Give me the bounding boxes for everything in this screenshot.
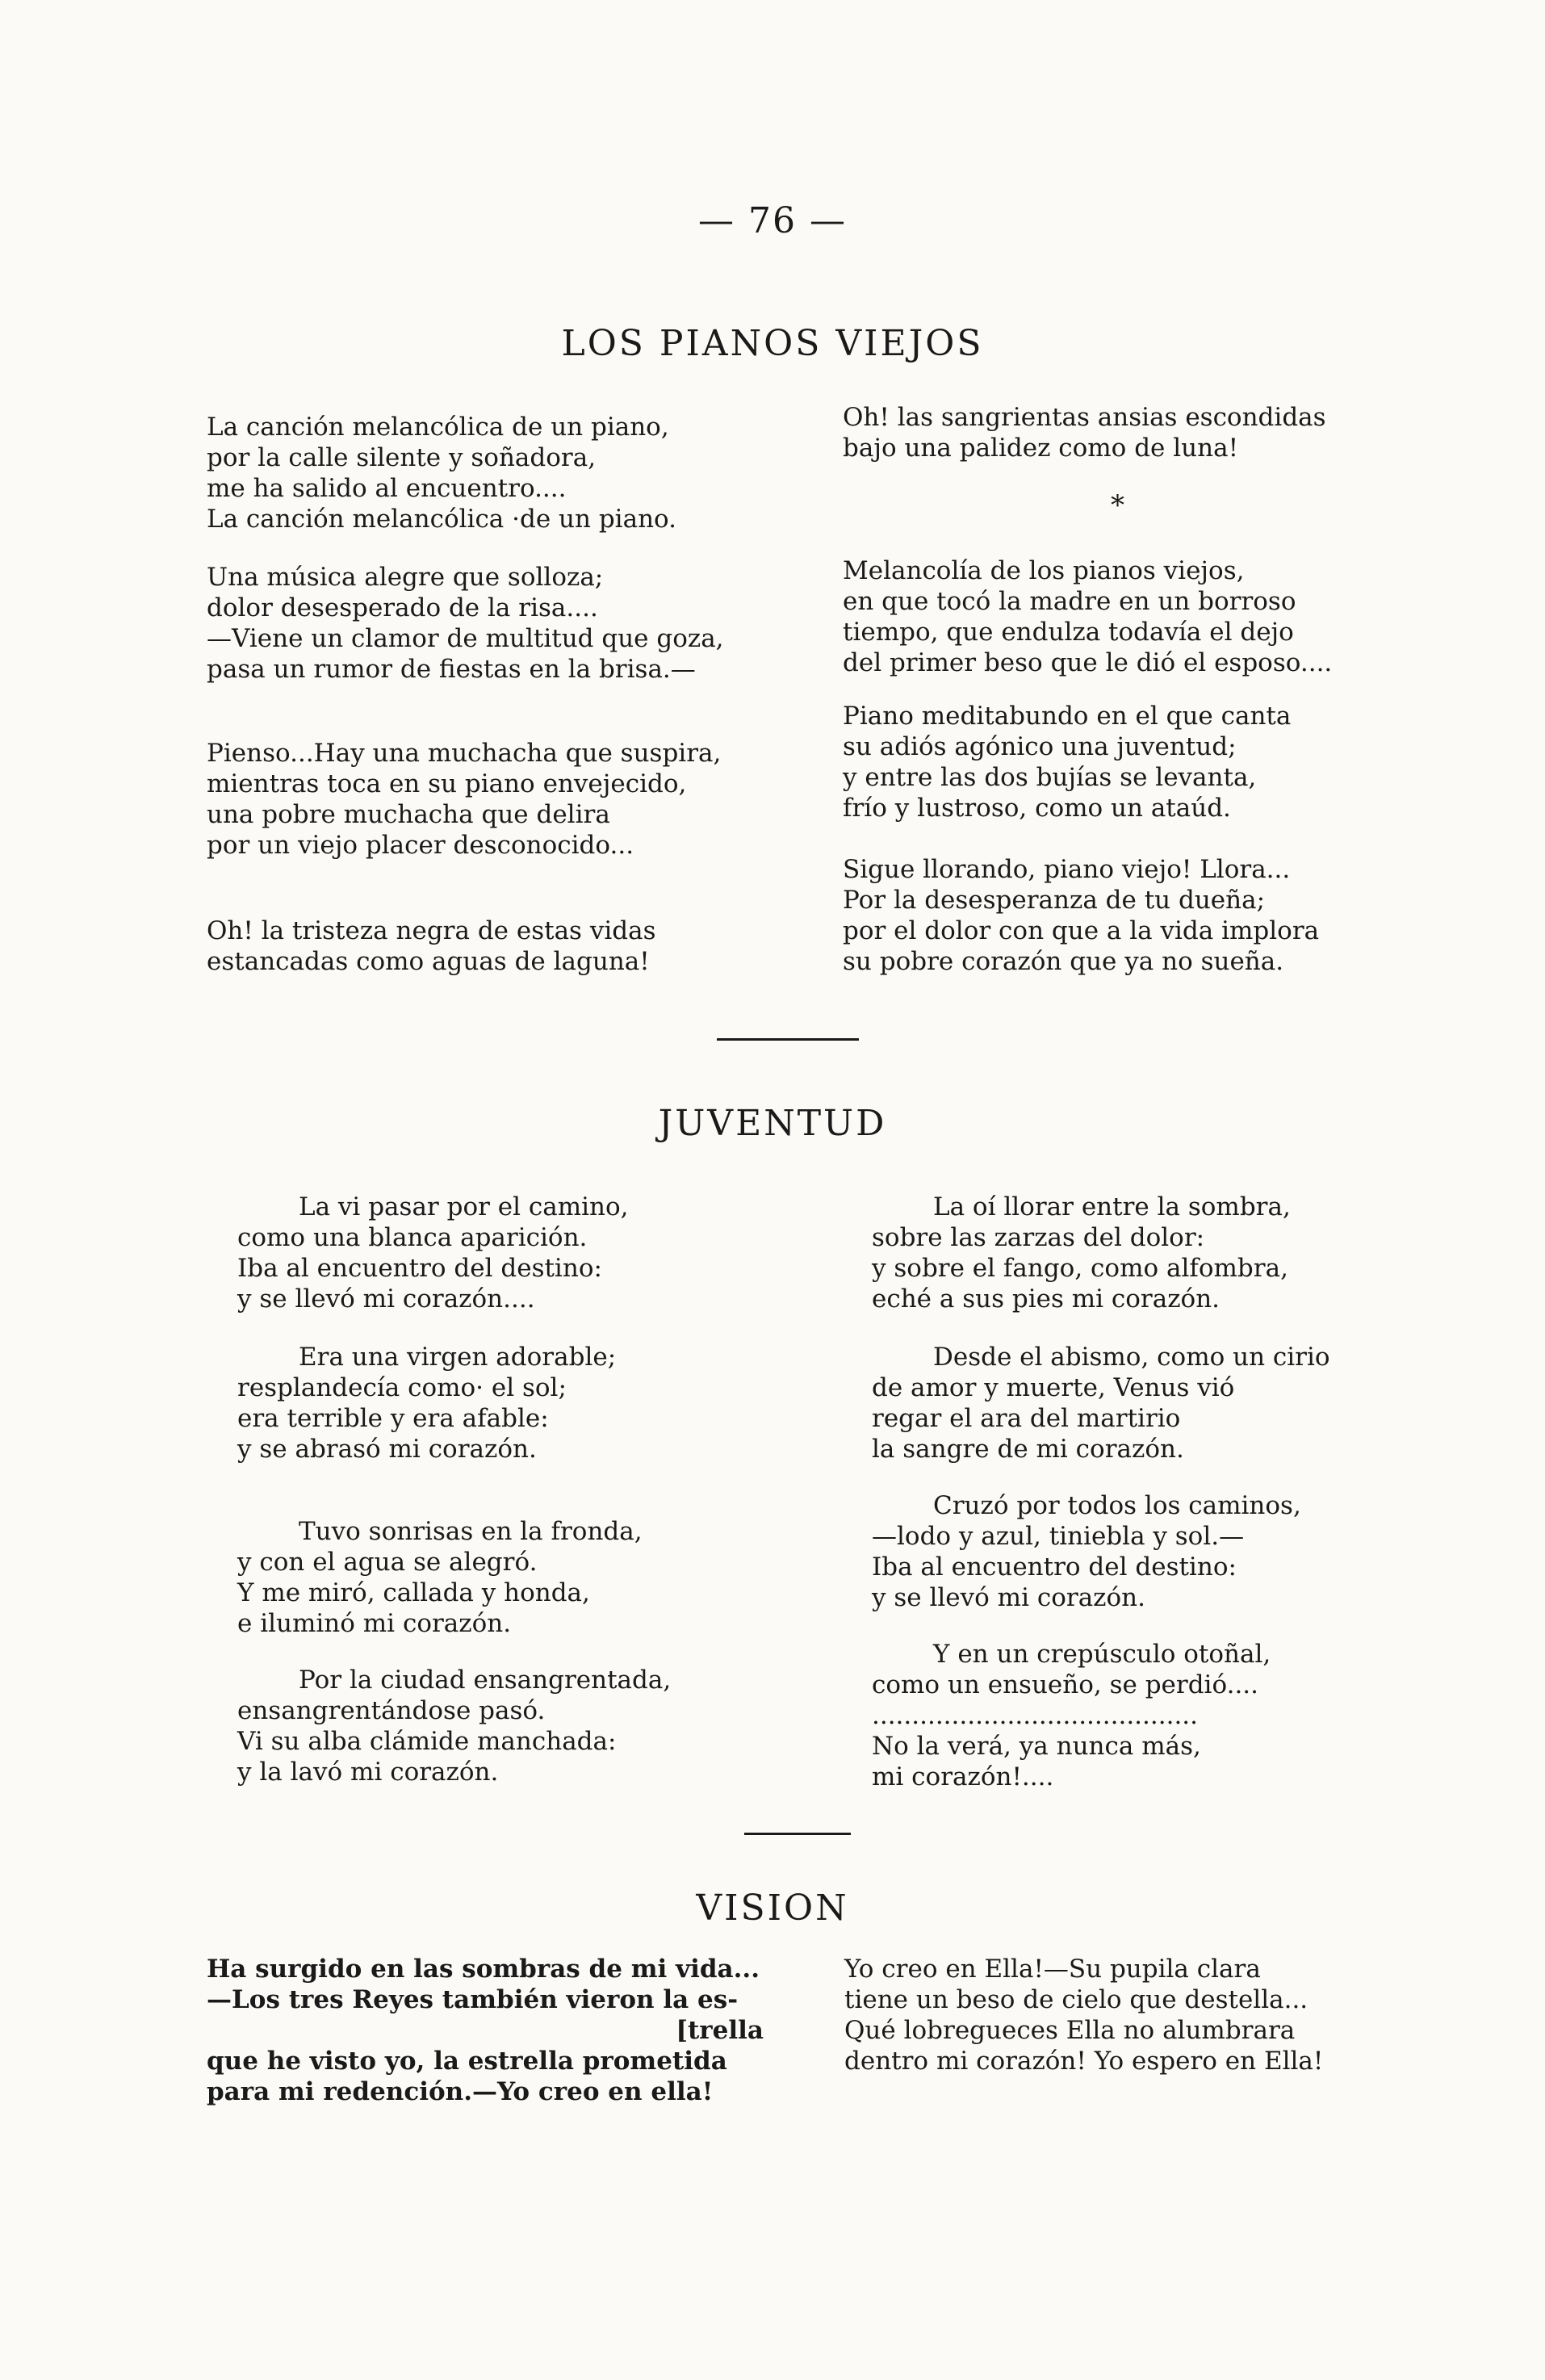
verse-line: dolor desesperado de la risa.... [207, 593, 598, 622]
page-number: — 76 — [698, 200, 847, 241]
poem2-stanza-2 [237, 1342, 616, 1464]
verse-line: Tuvo sonrisas en la fronda, [299, 1517, 643, 1546]
verse-line: tiempo, que endulza todavía el dejo [843, 618, 1294, 647]
verse-line: Oh! las sangrientas ansias escondidas [843, 403, 1326, 432]
verse-line: —lodo y azul, tiniebla y sol.— [872, 1522, 1245, 1551]
verse-line: y con el agua se alegró. [237, 1548, 538, 1577]
verse-line: Era una virgen adorable; [299, 1343, 617, 1372]
verse-line: —Los tres Reyes también vieron la es- [207, 1985, 739, 2014]
verse-line: Melancolía de los pianos viejos, [843, 556, 1245, 585]
poem1-stanza-3 [207, 738, 721, 861]
verse-line: Ha surgido en las sombras de mi vida... [207, 1955, 760, 1984]
verse-line: dentro mi corazón! Yo espero en Ella! [844, 2047, 1324, 2076]
verse-line: La oí llorar entre la sombra, [933, 1192, 1291, 1221]
verse-line: Iba al encuentro del destino: [237, 1254, 602, 1283]
poem2-stanza-6 [872, 1342, 1330, 1464]
poem2-stanza-1 [237, 1192, 629, 1314]
verse-line: que he visto yo, la estrella prometida [207, 2047, 727, 2076]
verse-line: y la lavó mi corazón. [237, 1758, 499, 1787]
section-asterisk: * [1111, 489, 1124, 522]
verse-line: su adiós agónico una juventud; [843, 732, 1237, 761]
verse-line: Yo creo en Ella!—Su pupila clara [844, 1955, 1261, 1984]
verse-line: regar el ara del martirio [872, 1404, 1181, 1433]
poem1-stanza-2 [207, 562, 724, 685]
verse-line: Piano meditabundo en el que canta [843, 702, 1292, 731]
dotted-ellipsis-line: ......................................... [872, 1701, 1199, 1730]
verse-line: como un ensueño, se perdió.... [872, 1670, 1259, 1699]
poem1-stanza-8 [843, 854, 1319, 977]
verse-line: y entre las dos bujías se levanta, [843, 763, 1257, 792]
verse-line: por la calle silente y soñadora, [207, 443, 597, 472]
verse-line: No la verá, ya nunca más, [872, 1732, 1201, 1761]
verse-line: una pobre muchacha que delira [207, 800, 610, 829]
verse-line: como una blanca aparición. [237, 1223, 588, 1252]
verse-line: y se llevó mi corazón. [872, 1583, 1145, 1612]
verse-line: para mi redención.—Yo creo en ella! [207, 2077, 714, 2106]
poem-title-juventud: JUVENTUD [658, 1103, 887, 1144]
verse-line: estancadas como aguas de laguna! [207, 947, 650, 976]
verse-line: —Viene un clamor de multitud que goza, [207, 624, 724, 653]
verse-line: frío y lustroso, como un ataúd. [843, 794, 1231, 823]
verse-line: la sangre de mi corazón. [872, 1435, 1184, 1464]
verse-continuation: [trella [676, 2016, 764, 2045]
poem2-stanza-7 [872, 1490, 1301, 1613]
poem-title-los-pianos-viejos: LOS PIANOS VIEJOS [561, 323, 984, 364]
verse-line: por el dolor con que a la vida implora [843, 916, 1320, 945]
verse-line: del primer beso que le dió el esposo.... [843, 648, 1333, 677]
verse-line: Vi su alba clámide manchada: [237, 1727, 617, 1756]
verse-line: La canción melancólica de un piano, [207, 413, 669, 442]
verse-line: era terrible y era afable: [237, 1404, 549, 1433]
poem2-stanza-4 [237, 1665, 671, 1787]
poem1-stanza-1 [207, 412, 676, 534]
poem1-stanza-6 [843, 555, 1332, 678]
verse-line: y sobre el fango, como alfombra, [872, 1254, 1288, 1283]
verse-line: y se abrasó mi corazón. [237, 1435, 537, 1464]
verse-line: Por la ciudad ensangrentada, [299, 1666, 672, 1695]
poem1-stanza-7 [843, 701, 1291, 823]
verse-line: en que tocó la madre en un borroso [843, 587, 1296, 616]
verse-line: e iluminó mi corazón. [237, 1609, 512, 1638]
verse-line: Iba al encuentro del destino: [872, 1552, 1237, 1582]
verse-line: y se llevó mi corazón.... [237, 1284, 535, 1314]
poem1-stanza-4 [207, 916, 656, 977]
section-divider [744, 1833, 851, 1835]
poem3-stanza-1 [207, 1954, 764, 2107]
verse-line: ensangrentándose pasó. [237, 1696, 546, 1725]
verse-line: sobre las zarzas del dolor: [872, 1223, 1205, 1252]
verse-line: Desde el abismo, como un cirio [933, 1343, 1330, 1372]
verse-line: de amor y muerte, Venus vió [872, 1373, 1235, 1402]
verse-line: eché a sus pies mi corazón. [872, 1284, 1221, 1314]
poem3-stanza-2 [844, 1954, 1323, 2076]
poem2-stanza-8 [872, 1639, 1271, 1792]
verse-line: La canción melancólica ·de un piano. [207, 505, 677, 534]
verse-line: tiene un beso de cielo que destella... [844, 1985, 1308, 2014]
section-divider [717, 1038, 859, 1041]
verse-line: Y en un crepúsculo otoñal, [933, 1640, 1271, 1669]
verse-line: Por la desesperanza de tu dueña; [843, 886, 1266, 915]
poem-title-vision: VISION [696, 1888, 849, 1929]
verse-line: Qué lobregueces Ella no alumbrara [844, 2016, 1296, 2045]
verse-line: resplandecía como· el sol; [237, 1373, 567, 1402]
poem1-stanza-5 [843, 402, 1326, 463]
verse-line: Cruzó por todos los caminos, [933, 1491, 1301, 1520]
verse-line: bajo una palidez como de luna! [843, 434, 1239, 463]
poem2-stanza-5 [872, 1192, 1291, 1314]
verse-line: Pienso...Hay una muchacha que suspira, [207, 739, 722, 768]
verse-line: Sigue llorando, piano viejo! Llora... [843, 855, 1291, 884]
verse-line: mi corazón!.... [872, 1762, 1054, 1791]
verse-line: La vi pasar por el camino, [299, 1192, 629, 1221]
verse-line: su pobre corazón que ya no sueña. [843, 947, 1284, 976]
verse-line: me ha salido al encuentro.... [207, 474, 567, 503]
poem2-stanza-3 [237, 1516, 643, 1639]
verse-line: Y me miró, callada y honda, [237, 1578, 590, 1607]
verse-line: Oh! la tristeza negra de estas vidas [207, 916, 656, 945]
verse-line: mientras toca en su piano envejecido, [207, 769, 687, 798]
verse-line: pasa un rumor de fiestas en la brisa.— [207, 655, 696, 684]
verse-line: Una música alegre que solloza; [207, 563, 604, 592]
verse-line: por un viejo placer desconocido... [207, 831, 634, 860]
